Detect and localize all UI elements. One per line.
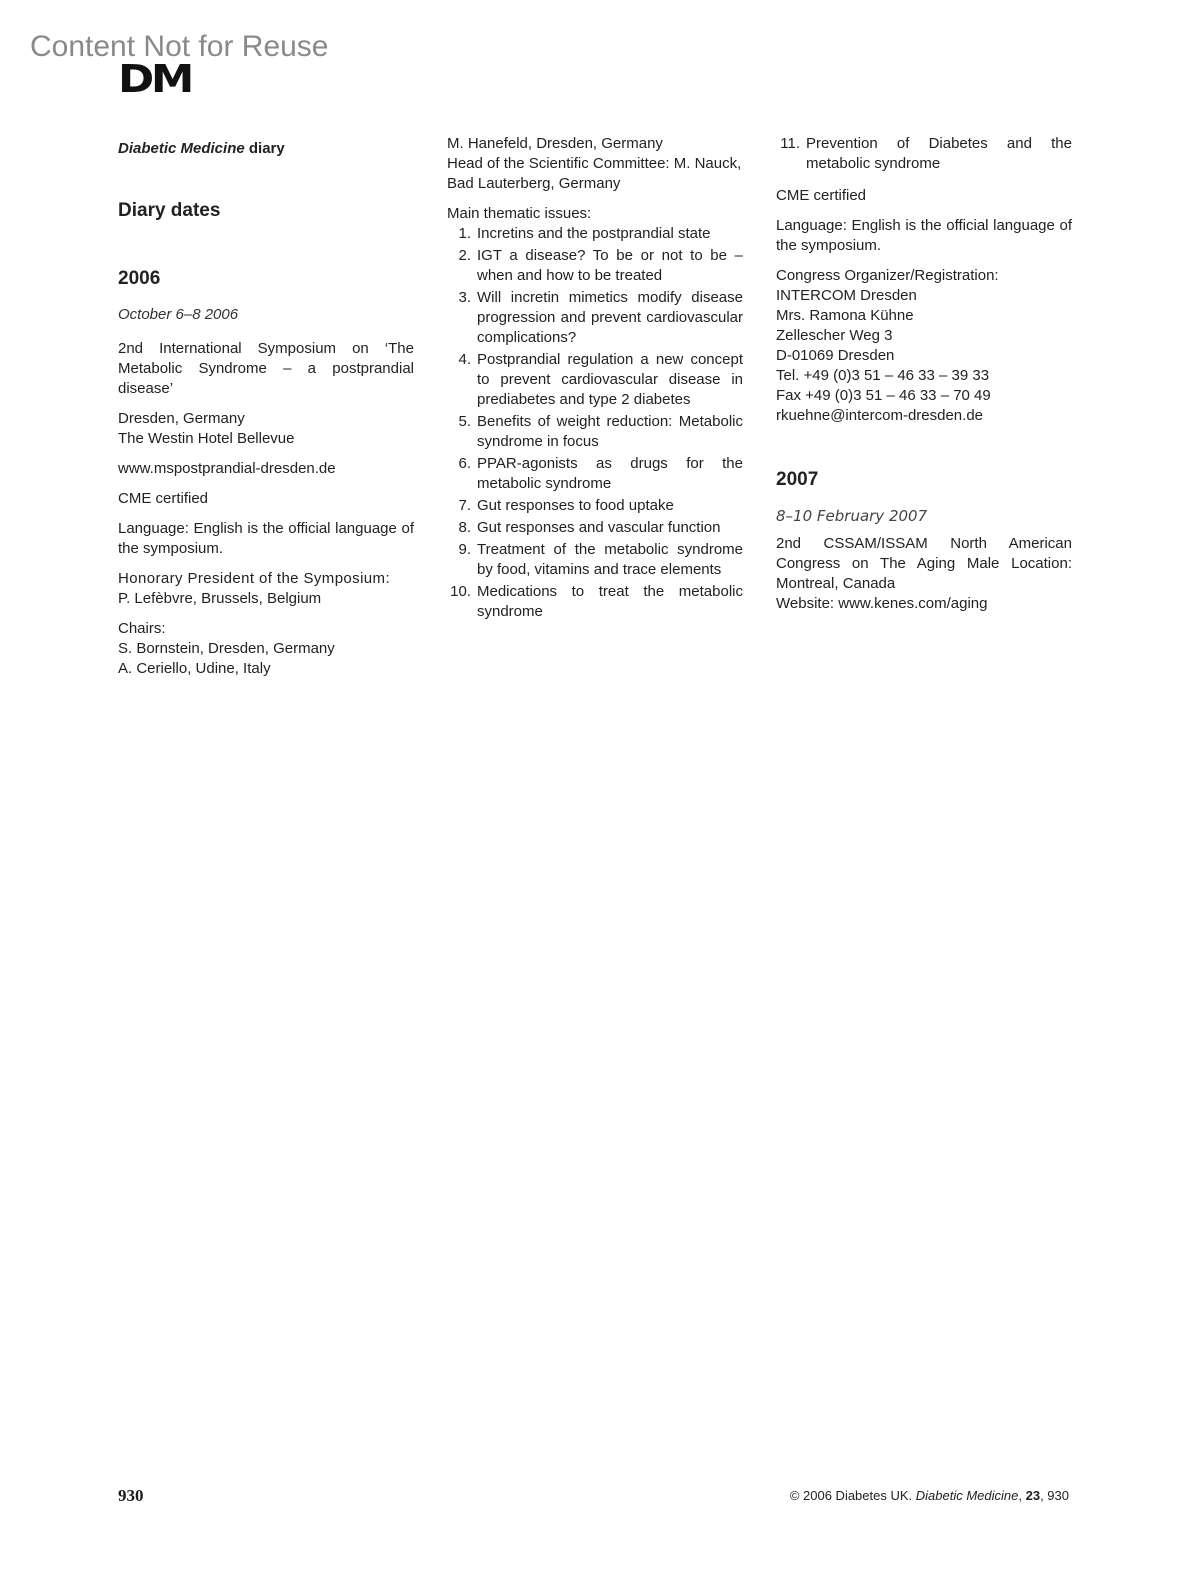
event-date: October 6–8 2006: [118, 306, 239, 323]
list-item: 11. Prevention of Diabetes and the metabolic syndrome: [780, 135, 1072, 172]
organizer-city: D-01069 Dresden: [776, 347, 895, 364]
year-heading-2006: 2006: [118, 268, 161, 289]
language-note: Language: English is the official language of the symposium.: [118, 520, 414, 557]
list-item: 7. Gut responses to food uptake: [458, 497, 674, 514]
list-item: 3. Will incretin mimetics modify disease progression and prevent cardiovascular complications?: [458, 289, 743, 346]
issues-label: Main thematic issues:: [447, 205, 592, 222]
head-committee: Head of the Scientific Committee: M. Nauck, Bad Lauterberg, Germany: [447, 155, 742, 192]
event-2007-title: 2nd CSSAM/ISSAM North American Congress on The Aging Male Location: Montreal, Canada: [776, 535, 1072, 592]
organizer-fax: Fax +49 (0)3 51 – 46 33 – 70 49: [776, 387, 991, 404]
chair-name: S. Bornstein, Dresden, Germany: [118, 640, 335, 657]
page-number: 930: [118, 1486, 144, 1505]
organizer-email: rkuehne@intercom-dresden.de: [776, 407, 984, 424]
copyright-text: © 2006 Diabetes UK.: [789, 1488, 916, 1503]
cme-note: CME certified: [776, 187, 867, 204]
column-1: [118, 134, 414, 689]
column-3: [776, 134, 1072, 614]
honorary-name: P. Lefèbvre, Brussels, Belgium: [118, 590, 322, 607]
organizer-block: [776, 266, 1072, 426]
chair-and-committee: [447, 134, 743, 194]
event-2007-website: Website: www.kenes.com/aging: [776, 595, 988, 612]
honorary-label: Honorary President of the Symposium:: [118, 570, 391, 587]
event-date: 8–10 February 2007: [776, 507, 928, 525]
chair-name: A. Ceriello, Udine, Italy: [118, 660, 271, 677]
location-venue: The Westin Hotel Bellevue: [118, 430, 295, 447]
thematic-issues-list-continued: [776, 134, 1072, 174]
journal-name: Diabetic Medicine: [915, 1488, 1019, 1503]
list-item: 1. Incretins and the postprandial state: [458, 225, 711, 242]
event-2007: [776, 534, 1072, 614]
list-item: 4. Postprandial regulation a new concept to prevent cardiovascular disease in prediabetes and type 2 diabetes: [458, 351, 743, 408]
event-title: 2nd International Symposium on ‘The Metabolic Syndrome – a postprandial disease’: [118, 340, 414, 397]
section-label: [118, 139, 414, 159]
journal-logo: DM: [118, 57, 191, 101]
language-note: Language: English is the official language of the symposium.: [776, 217, 1072, 254]
volume-number: 23: [1025, 1488, 1041, 1503]
cme-note: CME certified: [118, 490, 209, 507]
page-heading: Diary dates: [118, 200, 221, 221]
thematic-issues-list: [447, 224, 743, 622]
organizer-label: Congress Organizer/Registration:: [776, 267, 999, 284]
chairs: [118, 619, 414, 679]
list-item: 10. Medications to treat the metabolic syndrome: [450, 583, 743, 620]
list-item: 6. PPAR-agonists as drugs for the metabolic syndrome: [458, 455, 743, 492]
column-2: [447, 134, 743, 624]
copyright-line: © 2006 Diabetes UK. Diabetic Medicine, 23, 930: [789, 1488, 1069, 1503]
list-item: 9. Treatment of the metabolic syndrome by food, vitamins and trace elements: [458, 541, 743, 578]
section-label-rest: diary: [244, 140, 285, 157]
list-item: 8. Gut responses and vascular function: [458, 519, 721, 536]
location-city: Dresden, Germany: [118, 410, 245, 427]
organizer-name: INTERCOM Dresden: [776, 287, 917, 304]
event-location: [118, 409, 414, 449]
organizer-street: Zellescher Weg 3: [776, 327, 893, 344]
honorary-president: [118, 569, 414, 609]
event-website: www.mspostprandial-dresden.de: [118, 460, 336, 477]
watermark: Content Not for Reuse: [30, 30, 329, 63]
list-item: 5. Benefits of weight reduction: Metabolic syndrome in focus: [458, 413, 743, 450]
section-label-journal: Diabetic Medicine: [118, 140, 245, 157]
chair-name: M. Hanefeld, Dresden, Germany: [447, 135, 663, 152]
organizer-contact: Mrs. Ramona Kühne: [776, 307, 914, 324]
chairs-label: Chairs:: [118, 620, 166, 637]
list-item: 2. IGT a disease? To be or not to be – when and how to be treated: [458, 247, 743, 284]
year-heading-2007: 2007: [776, 469, 819, 490]
organizer-tel: Tel. +49 (0)3 51 – 46 33 – 39 33: [776, 367, 990, 384]
